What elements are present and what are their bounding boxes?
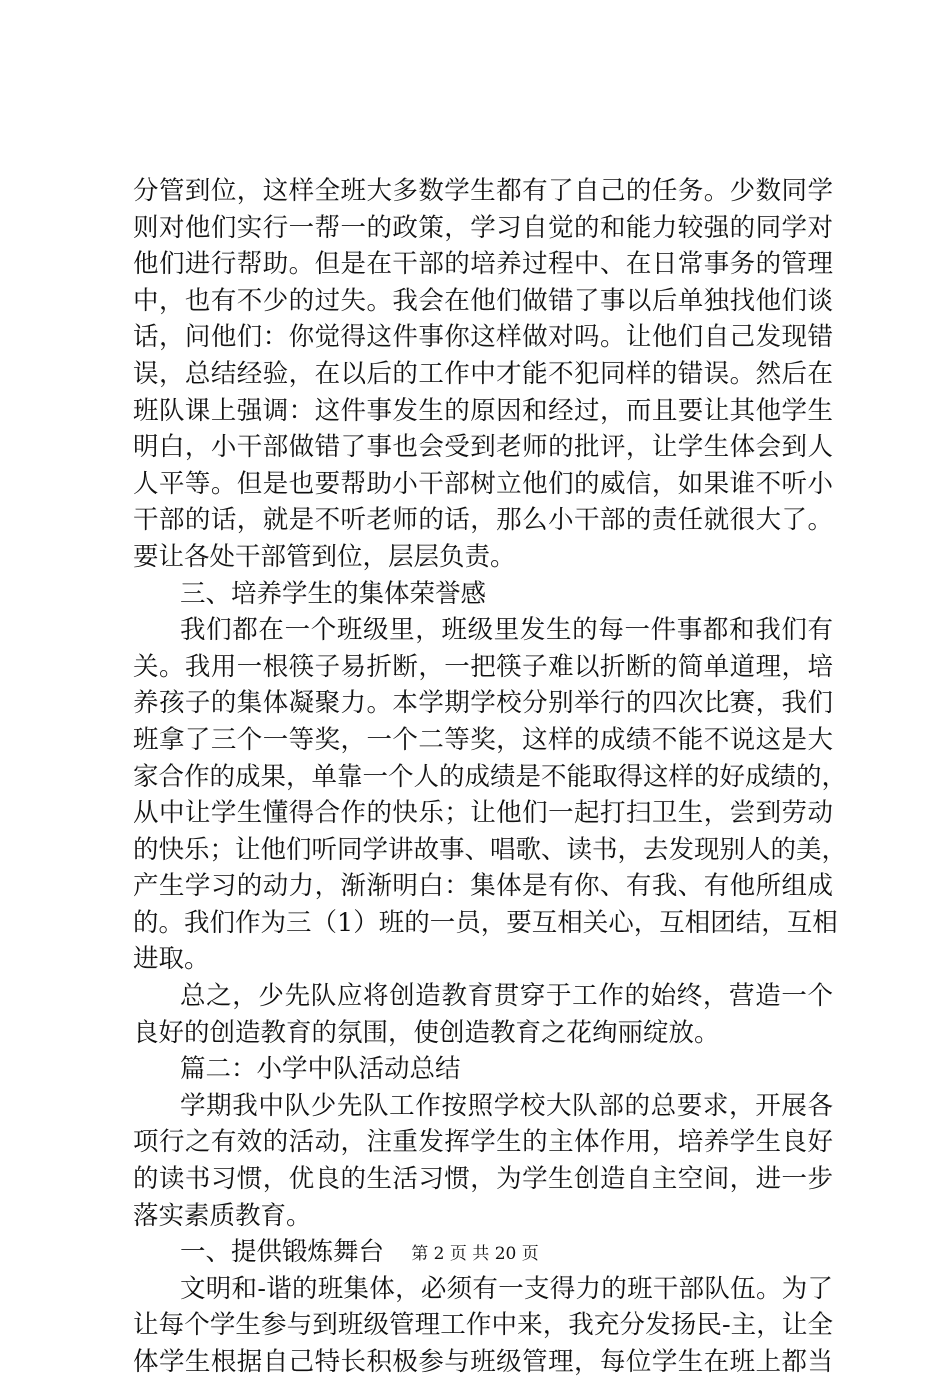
text-line: 进取。 — [133, 944, 210, 975]
text-line: 文明和-谐的班集体，必须有一支得力的班干部队伍。为了 — [180, 1273, 833, 1304]
text-line: 的快乐；让他们听同学讲故事、唱歌、读书，去发现别人的美， — [133, 834, 848, 865]
text-line: 话，问他们：你觉得这件事你这样做对吗。让他们自己发现错 — [133, 322, 833, 353]
text-line: 养孩子的集体凝聚力。本学期学校分别举行的四次比赛，我们 — [133, 688, 833, 719]
text-line: 落实素质教育。 — [133, 1200, 312, 1231]
text-line: 明白，小干部做错了事也会受到老师的批评，让学生体会到人 — [133, 432, 833, 463]
text-line: 产生学习的动力，渐渐明白：集体是有你、有我、有他所组成 — [133, 871, 833, 902]
text-line: 项行之有效的活动，注重发挥学生的主体作用，培养学生良好 — [133, 1127, 833, 1158]
text-line: 让每个学生参与到班级管理工作中来，我充分发扬民-主，让全 — [133, 1310, 833, 1341]
text-line: 篇二：小学中队活动总结 — [180, 1054, 461, 1085]
text-line: 总之，少先队应将创造教育贯穿于工作的始终，营造一个 — [180, 981, 833, 1012]
text-line: 体学生根据自己特长积极参与班级管理，每位学生在班上都当 — [133, 1347, 833, 1377]
text-line: 的读书习惯，优良的生活习惯，为学生创造自主空间，进一步 — [133, 1164, 833, 1195]
text-line: 要让各处干部管到位，层层负责。 — [133, 541, 516, 572]
text-line: 我们都在一个班级里，班级里发生的每一件事都和我们有 — [180, 615, 833, 646]
text-line: 则对他们实行一帮一的政策，学习自觉的和能力较强的同学对 — [133, 212, 833, 243]
text-line: 的。我们作为三（1）班的一员，要互相关心，互相团结，互相 — [133, 907, 838, 938]
text-line: 班队课上强调：这件事发生的原因和经过，而且要让其他学生 — [133, 395, 833, 426]
text-line: 人平等。但是也要帮助小干部树立他们的威信，如果谁不听小 — [133, 468, 833, 499]
text-line: 分管到位，这样全班大多数学生都有了自己的任务。少数同学 — [133, 176, 833, 206]
text-line: 他们进行帮助。但是在干部的培养过程中、在日常事务的管理 — [133, 249, 833, 280]
text-line: 干部的话，就是不听老师的话，那么小干部的责任就很大了。 — [133, 505, 833, 536]
page-footer: 第 2 页 共 20 页 — [411, 1244, 539, 1264]
text-line: 班拿了三个一等奖，一个二等奖，这样的成绩不能不说这是大 — [133, 724, 833, 755]
text-line: 误，总结经验，在以后的工作中才能不犯同样的错误。然后在 — [133, 358, 833, 389]
text-line: 一、提供锻炼舞台 — [180, 1237, 385, 1268]
text-line: 从中让学生懂得合作的快乐；让他们一起打扫卫生，尝到劳动 — [133, 798, 833, 829]
text-line: 中，也有不少的过失。我会在他们做错了事以后单独找他们谈 — [133, 285, 833, 316]
text-line: 关。我用一根筷子易折断，一把筷子难以折断的简单道理，培 — [133, 651, 833, 682]
text-line: 良好的创造教育的氛围，使创造教育之花绚丽绽放。 — [133, 1017, 720, 1048]
document-body — [133, 173, 848, 1381]
text-line: 三、培养学生的集体荣誉感 — [180, 578, 487, 609]
text-line: 家合作的成果，单靠一个人的成绩是不能取得这样的好成绩的， — [133, 761, 848, 792]
text-line: 学期我中队少先队工作按照学校大队部的总要求，开展各 — [180, 1090, 833, 1121]
